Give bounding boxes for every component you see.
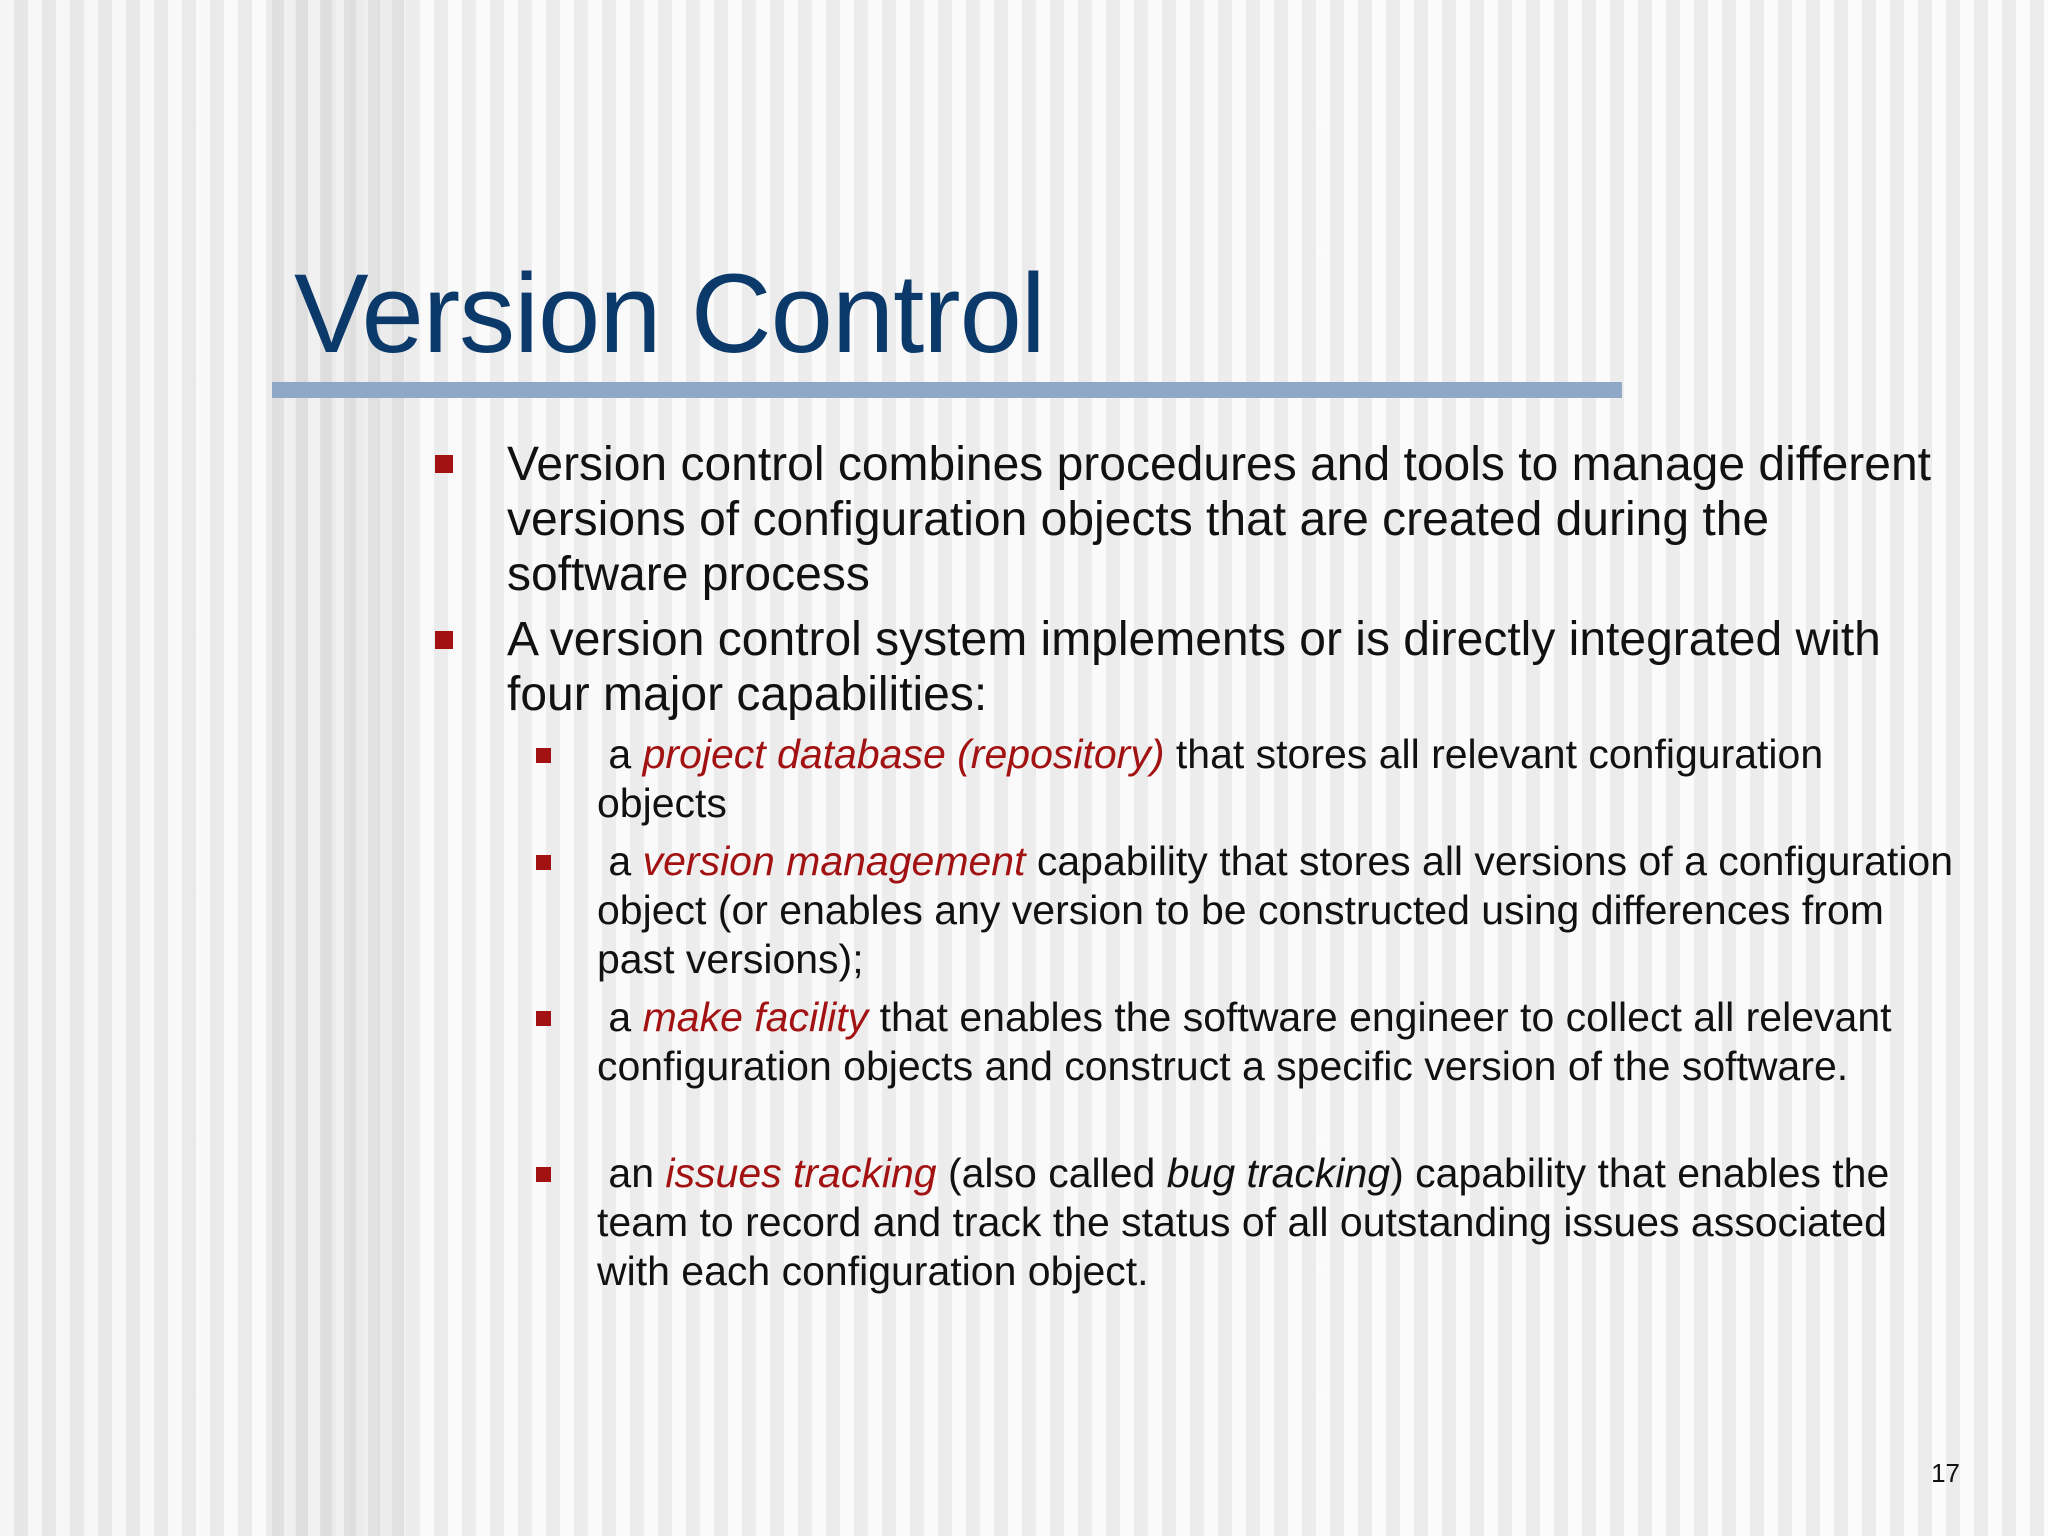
- sub-bullet-marker-icon: [536, 1167, 551, 1182]
- bullet-item: [507, 612, 1947, 722]
- term-highlight: make facility: [642, 994, 869, 1040]
- sub-bullet-text: that stores all relevant configuration objects: [597, 731, 1835, 826]
- bullet-marker-icon: [435, 631, 453, 649]
- sub-bullet-marker-icon: [536, 1011, 551, 1026]
- sub-bullet-marker-icon: [536, 748, 551, 763]
- term-highlight: project database (repository): [642, 731, 1165, 777]
- sub-bullet-text: that enables the software engineer to collect all relevant configuration objects and construct a specific version of the software.: [597, 994, 1903, 1089]
- sub-bullet-prefix: a: [597, 731, 643, 777]
- sub-bullet-text: (also called: [936, 1150, 1167, 1196]
- term-highlight: version management: [642, 838, 1026, 884]
- bullet-marker-icon: [435, 455, 453, 473]
- sub-bullet-text: capability that stores all versions of a configuration object (or enables any version to be constructed using differences from past versions);: [597, 838, 1965, 982]
- sub-bullet-item: [597, 993, 1957, 1091]
- term-highlight: issues tracking: [665, 1150, 937, 1196]
- sub-bullet-item: [597, 730, 1957, 828]
- sub-bullet-marker-icon: [536, 855, 551, 870]
- sub-bullet-text: ) capability that enables the team to record and track the status of all outstanding issues associated with each configuration object.: [597, 1150, 1901, 1294]
- sub-bullet-prefix: an: [597, 1150, 666, 1196]
- sub-bullet-item: [597, 1149, 1967, 1296]
- sub-bullet-item: [597, 837, 1965, 984]
- sub-bullet-prefix: a: [597, 838, 643, 884]
- page-number: 17: [1931, 1458, 1960, 1488]
- sub-bullet-prefix: a: [597, 994, 643, 1040]
- bullet-item: [507, 437, 1947, 602]
- term-italic: bug tracking: [1166, 1150, 1391, 1196]
- bullet-text: A version control system implements or is directly integrated with four major capabilities:: [507, 613, 1881, 721]
- slide-title: Version Control: [294, 251, 1045, 376]
- bullet-text: Version control combines procedures and tools to manage different versions of configuration objects that are created during the software process: [507, 438, 1931, 601]
